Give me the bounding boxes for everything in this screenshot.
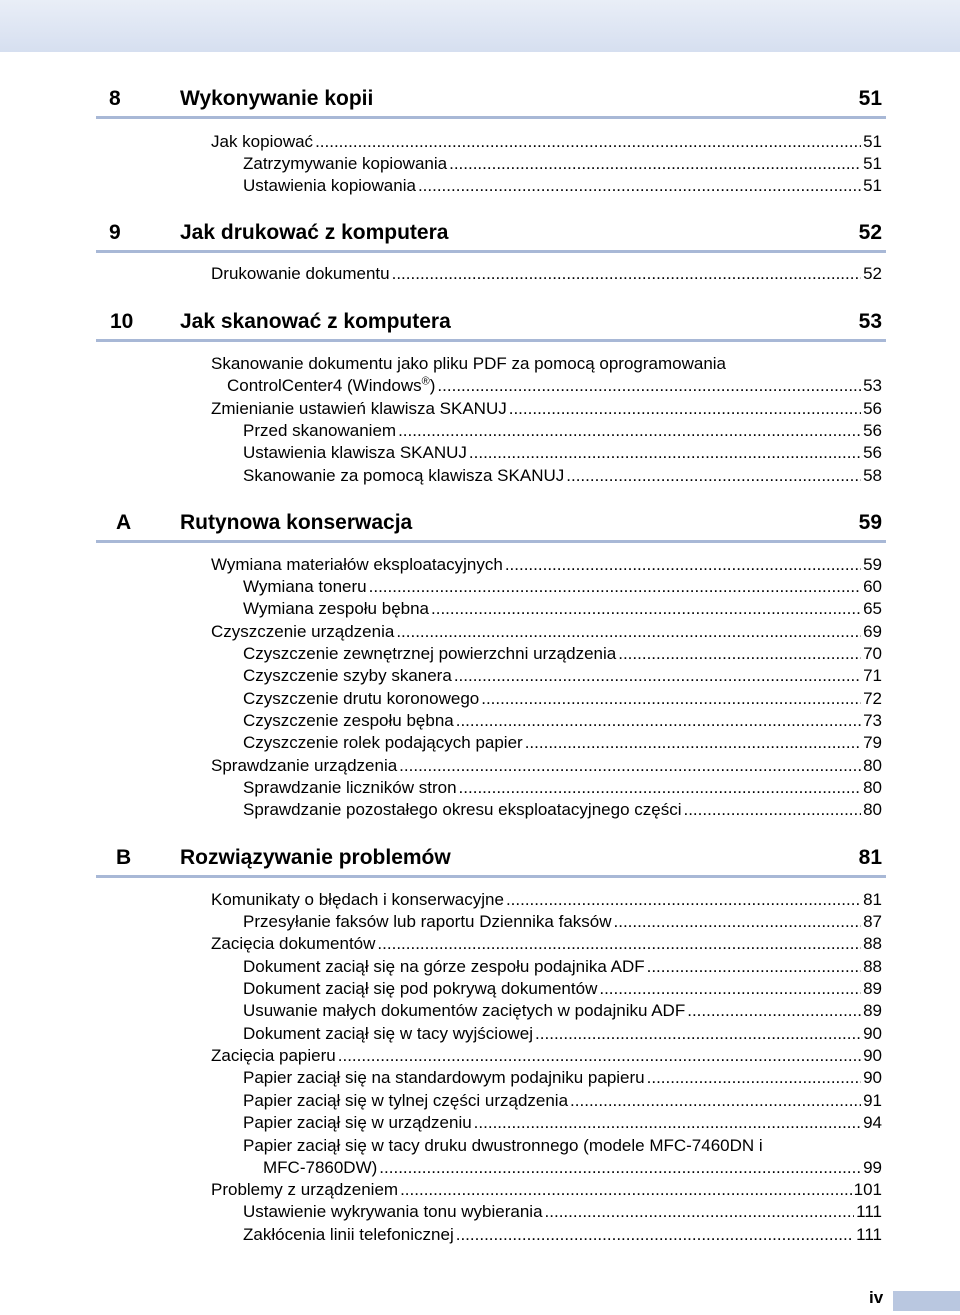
toc-entry-label: Zatrzymywanie kopiowania (243, 154, 448, 173)
toc-entry-page: 70 (863, 644, 882, 663)
toc-entry[interactable] (211, 398, 882, 420)
toc-entry-page: 111 (856, 1202, 882, 1221)
dot-leader (469, 442, 861, 464)
chapter-number: 10 (110, 310, 134, 333)
toc-entry[interactable] (243, 978, 882, 1000)
toc-entry-page: 73 (863, 711, 882, 730)
toc-entry-label: Zacięcia papieru (211, 1046, 336, 1065)
toc-entry-label: Wymiana zespołu bębna (243, 599, 430, 618)
toc-entry[interactable] (243, 665, 882, 687)
dot-leader (687, 1000, 861, 1022)
toc-entry-page: 88 (863, 957, 882, 976)
toc-entry[interactable] (243, 576, 882, 598)
toc-entry-page: 51 (863, 154, 882, 173)
toc-entry-page: 80 (863, 756, 882, 775)
chapter-number: 9 (109, 221, 121, 244)
toc-entry-page: 94 (863, 1113, 882, 1132)
toc-entry-page: 90 (863, 1046, 882, 1065)
toc-entry-label: Papier zaciął się w tylnej części urządzenia (243, 1091, 569, 1110)
toc-entry-page: 51 (863, 176, 882, 195)
toc-entry-label: Czyszczenie urządzenia (211, 622, 395, 641)
dot-leader (437, 375, 861, 397)
toc-entry-label: Czyszczenie szyby skanera (243, 666, 452, 685)
toc-entry-page: 99 (863, 1158, 882, 1177)
toc-entry-label: Zmienianie ustawień klawisza SKANUJ (211, 399, 507, 418)
toc-entry-label: Drukowanie dokumentu (211, 264, 390, 283)
dot-leader (599, 978, 861, 1000)
toc-entry[interactable] (243, 1224, 882, 1246)
toc-entry[interactable] (243, 420, 882, 442)
toc-entry-page: 89 (863, 979, 882, 998)
page-number: iv (869, 1288, 884, 1307)
toc-entry[interactable] (211, 131, 882, 153)
dot-leader (431, 598, 861, 620)
toc-entry-page: 80 (863, 778, 882, 797)
toc-entry-page: 51 (863, 132, 882, 151)
toc-entry-label: Skanowanie za pomocą klawisza SKANUJ (243, 466, 565, 485)
chapter-title: Jak drukować z komputera (180, 221, 449, 244)
toc-entry-page: 69 (863, 622, 882, 641)
dot-leader (399, 755, 861, 777)
toc-entry-page: 56 (863, 421, 882, 440)
dot-leader (396, 621, 861, 643)
toc-entry-label: Czyszczenie drutu koronowego (243, 689, 480, 708)
toc-entry[interactable] (211, 933, 882, 955)
dot-leader (454, 665, 861, 687)
toc-entry-page: 90 (863, 1068, 882, 1087)
toc-entry-label: MFC-7860DW) (263, 1158, 378, 1177)
toc-entry[interactable] (243, 153, 882, 175)
dot-leader (459, 777, 862, 799)
toc-entry[interactable] (211, 621, 882, 643)
toc-entry-label: Zacięcia dokumentów (211, 934, 376, 953)
chapter-page: 53 (858, 310, 882, 333)
toc-entry-label: Papier zaciął się w urządzeniu (243, 1113, 472, 1132)
toc-entry-page: 91 (863, 1091, 882, 1110)
toc-entry[interactable] (243, 1067, 882, 1089)
toc-entry-page: 56 (863, 399, 882, 418)
chapter-number: A (116, 511, 132, 534)
dot-leader (570, 1090, 861, 1112)
dot-leader (315, 131, 861, 153)
toc-entry-label: Czyszczenie zewnętrznej powierzchni urządzenia (243, 644, 617, 663)
toc-entry[interactable] (243, 911, 882, 933)
chapter-title: Wykonywanie kopii (180, 87, 374, 110)
toc-entry-page: 111 (856, 1225, 882, 1244)
registered-mark: ® (421, 375, 430, 388)
toc-entry-page: 56 (863, 443, 882, 462)
chapter-heading[interactable] (96, 307, 886, 342)
toc-entry[interactable] (211, 755, 882, 777)
toc-entry-page: 72 (863, 689, 882, 708)
toc-entry[interactable] (243, 465, 882, 487)
toc-entry-label: Papier zaciął się na standardowym podajniku papieru (243, 1068, 645, 1087)
toc-entry-page: 88 (863, 934, 882, 953)
toc-entry-label: Ustawienie wykrywania tonu wybierania (243, 1202, 543, 1221)
toc-entry-label: Ustawienia klawisza SKANUJ (243, 443, 467, 462)
toc-entry[interactable] (211, 1045, 882, 1067)
dot-leader (474, 1112, 861, 1134)
toc-entry[interactable] (211, 554, 882, 576)
page-header-band (0, 0, 960, 52)
toc-entry-label: Zakłócenia linii telefonicznej (243, 1225, 454, 1244)
toc-entry-label: Komunikaty o błędach i konserwacyjne (211, 890, 504, 909)
toc-entry[interactable] (243, 1112, 882, 1134)
dot-leader (379, 1157, 861, 1179)
toc-entry-label: Dokument zaciął się pod pokrywą dokumentów (243, 979, 598, 998)
toc-entry-page: 58 (863, 466, 882, 485)
toc-entry-label: Jak kopiować (211, 132, 314, 151)
toc-entry-page: 81 (863, 890, 882, 909)
toc-entry[interactable] (211, 889, 882, 911)
dot-leader (618, 643, 861, 665)
dot-leader (647, 1067, 861, 1089)
toc-entry[interactable] (243, 777, 882, 799)
toc-entry-label: Wymiana toneru (243, 577, 367, 596)
toc-entry-page: 65 (863, 599, 882, 618)
chapter-page: 51 (858, 87, 882, 110)
toc-entry-page: 60 (863, 577, 882, 596)
page-number-tab (893, 1291, 960, 1311)
toc-entry-label: Dokument zaciął się w tacy wyjściowej (243, 1024, 534, 1043)
toc-entry-label: ControlCenter4 (Windows®) (227, 375, 436, 395)
toc-entry[interactable] (243, 688, 882, 710)
toc-entry-page: 90 (863, 1024, 882, 1043)
toc-entry[interactable] (211, 1179, 882, 1201)
toc-entry-line[interactable]: Papier zaciął się w tacy druku dwustronnego (modele MFC-7460DN i (243, 1136, 763, 1155)
toc-entry-page: 87 (863, 912, 882, 931)
toc-entry[interactable] (243, 1000, 882, 1022)
toc-entry[interactable] (211, 263, 882, 285)
toc-entry[interactable] (243, 598, 882, 620)
dot-leader (449, 153, 861, 175)
dot-leader (392, 263, 861, 285)
dot-leader (400, 1179, 852, 1201)
toc-entry-label: Przesyłanie faksów lub raportu Dziennika faksów (243, 912, 612, 931)
toc-entry-label: Czyszczenie zespołu bębna (243, 711, 454, 730)
toc-entry[interactable] (243, 1090, 882, 1112)
toc-entry-page: 89 (863, 1001, 882, 1020)
dot-leader (506, 889, 861, 911)
toc-entry[interactable] (243, 732, 882, 754)
dot-leader (456, 710, 861, 732)
dot-leader (614, 911, 862, 933)
dot-leader (683, 799, 861, 821)
toc-entry-label: Dokument zaciął się na górze zespołu podajnika ADF (243, 957, 645, 976)
toc-entry[interactable] (243, 175, 882, 197)
dot-leader (509, 398, 861, 420)
chapter-number: 8 (109, 87, 121, 110)
dot-leader (525, 732, 861, 754)
dot-leader (481, 688, 861, 710)
toc-entry-page: 53 (863, 376, 882, 395)
toc-entry-label: Sprawdzanie urządzenia (211, 756, 398, 775)
toc-entry-label: Przed skanowaniem (243, 421, 397, 440)
chapter-page: 59 (858, 511, 882, 534)
dot-leader (369, 576, 861, 598)
toc-entry-page: 52 (863, 264, 882, 283)
toc-entry[interactable] (243, 799, 882, 821)
toc-entry-label: Problemy z urządzeniem (211, 1180, 399, 1199)
toc-entry-label: Sprawdzanie pozostałego okresu eksploatacyjnego części (243, 800, 682, 819)
chapter-title: Rutynowa konserwacja (180, 511, 413, 534)
toc-entry-page: 80 (863, 800, 882, 819)
chapter-heading[interactable] (96, 508, 886, 543)
chapter-heading[interactable] (96, 843, 886, 878)
dot-leader (505, 554, 861, 576)
toc-entry-page: 101 (853, 1180, 882, 1199)
dot-leader (338, 1045, 861, 1067)
chapter-title: Jak skanować z komputera (180, 310, 451, 333)
chapter-heading[interactable] (96, 84, 886, 119)
toc-entry[interactable] (227, 375, 882, 397)
chapter-title: Rozwiązywanie problemów (180, 846, 451, 869)
chapter-page: 52 (858, 221, 882, 244)
toc-entry[interactable] (263, 1157, 882, 1179)
toc-entry[interactable] (243, 1201, 882, 1223)
toc-entry[interactable] (243, 442, 882, 464)
dot-leader (377, 933, 861, 955)
dot-leader (535, 1023, 861, 1045)
toc-entry-label: Ustawienia kopiowania (243, 176, 416, 195)
dot-leader (398, 420, 861, 442)
toc-entry[interactable] (243, 643, 882, 665)
toc-entry[interactable] (243, 956, 882, 978)
dot-leader (545, 1201, 855, 1223)
toc-entry[interactable] (243, 710, 882, 732)
toc-entry-label: Wymiana materiałów eksploatacyjnych (211, 555, 503, 574)
chapter-page: 81 (858, 846, 882, 869)
dot-leader (647, 956, 861, 978)
toc-entry-line[interactable]: Skanowanie dokumentu jako pliku PDF za pomocą oprogramowania (211, 354, 727, 373)
chapter-number: B (116, 846, 132, 869)
toc-entry-label: Czyszczenie rolek podających papier (243, 733, 523, 752)
chapter-heading[interactable] (96, 218, 886, 253)
toc-entry-page: 79 (863, 733, 882, 752)
toc-entry-page: 59 (863, 555, 882, 574)
dot-leader (456, 1224, 854, 1246)
dot-leader (566, 465, 861, 487)
toc-entry-label: Usuwanie małych dokumentów zaciętych w podajniku ADF (243, 1001, 686, 1020)
toc-entry-page: 71 (863, 666, 882, 685)
toc-entry-label: Sprawdzanie liczników stron (243, 778, 457, 797)
dot-leader (418, 175, 861, 197)
toc-entry[interactable] (243, 1023, 882, 1045)
